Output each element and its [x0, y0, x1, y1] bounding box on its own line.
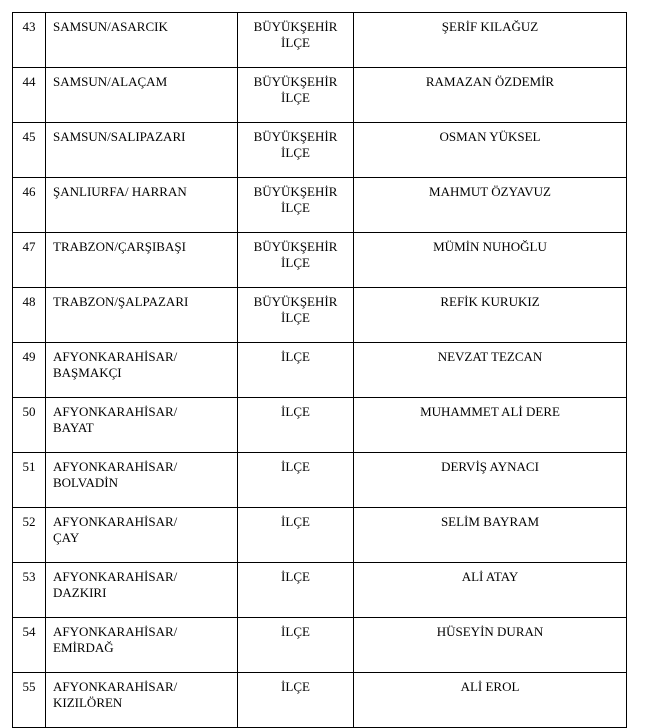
district-cell [46, 453, 238, 508]
municipality-type-text: BÜYÜKŞEHİR [253, 19, 338, 34]
municipality-type-text: BÜYÜKŞEHİR [253, 129, 338, 144]
district-cell [46, 618, 238, 673]
district-text: BOLVADİN [53, 475, 119, 490]
district-cell [46, 178, 238, 233]
table-body [13, 13, 627, 728]
table-row [13, 343, 627, 398]
municipality-type-cell [238, 673, 354, 728]
row-number-cell: 45 [13, 123, 46, 178]
district-cell [46, 68, 238, 123]
municipality-type-text: BÜYÜKŞEHİR [253, 184, 338, 199]
district-text: ŞANLIURFA/ HARRAN [53, 184, 187, 199]
municipality-type-cell [238, 453, 354, 508]
municipality-type-text: İLÇE [281, 145, 310, 160]
municipality-type-text: İLÇE [281, 679, 310, 694]
municipality-type-text: İLÇE [281, 349, 310, 364]
municipality-type-cell [238, 13, 354, 68]
district-text: AFYONKARAHİSAR/ [53, 679, 178, 694]
district-text: AFYONKARAHİSAR/ [53, 624, 178, 639]
table-row [13, 673, 627, 728]
municipality-type-text: BÜYÜKŞEHİR [253, 294, 338, 309]
district-cell [46, 673, 238, 728]
district-text: AFYONKARAHİSAR/ [53, 514, 178, 529]
district-text: AFYONKARAHİSAR/ [53, 569, 178, 584]
district-cell [46, 123, 238, 178]
municipality-type-text: İLÇE [281, 90, 310, 105]
table-row [13, 233, 627, 288]
municipality-type-cell [238, 233, 354, 288]
municipality-type-cell [238, 343, 354, 398]
mayor-name-cell: OSMAN YÜKSEL [354, 123, 627, 178]
mayor-name-cell: ŞERİF KILAĞUZ [354, 13, 627, 68]
row-number-cell: 47 [13, 233, 46, 288]
municipality-type-text: İLÇE [281, 310, 310, 325]
municipality-type-text: İLÇE [281, 200, 310, 215]
row-number-cell: 52 [13, 508, 46, 563]
district-text: SAMSUN/ASARCIK [53, 19, 168, 34]
municipality-type-text: İLÇE [281, 35, 310, 50]
municipality-type-cell [238, 508, 354, 563]
table-row [13, 618, 627, 673]
district-text: SAMSUN/SALIPAZARI [53, 129, 186, 144]
municipality-type-cell [238, 398, 354, 453]
table-row [13, 563, 627, 618]
row-number-cell: 55 [13, 673, 46, 728]
district-text: TRABZON/ŞALPAZARI [53, 294, 189, 309]
mayor-name-cell: MAHMUT ÖZYAVUZ [354, 178, 627, 233]
mayor-name-cell: REFİK KURUKIZ [354, 288, 627, 343]
row-number-cell: 54 [13, 618, 46, 673]
row-number-cell: 49 [13, 343, 46, 398]
district-text: BAYAT [53, 420, 94, 435]
district-text: ÇAY [53, 530, 80, 545]
municipality-type-text: BÜYÜKŞEHİR [253, 239, 338, 254]
row-number-cell: 46 [13, 178, 46, 233]
district-cell [46, 563, 238, 618]
row-number-cell: 44 [13, 68, 46, 123]
district-text: EMİRDAĞ [53, 640, 114, 655]
municipality-type-text: İLÇE [281, 569, 310, 584]
mayor-name-cell: RAMAZAN ÖZDEMİR [354, 68, 627, 123]
table-row [13, 178, 627, 233]
district-text: KIZILÖREN [53, 695, 123, 710]
mayor-name-cell: DERVİŞ AYNACI [354, 453, 627, 508]
district-text: AFYONKARAHİSAR/ [53, 459, 178, 474]
district-text: BAŞMAKÇI [53, 365, 122, 380]
mayor-name-cell: HÜSEYİN DURAN [354, 618, 627, 673]
row-number-cell: 51 [13, 453, 46, 508]
municipality-type-cell [238, 178, 354, 233]
row-number-cell: 50 [13, 398, 46, 453]
table-row [13, 13, 627, 68]
row-number-cell: 53 [13, 563, 46, 618]
mayor-name-cell: ALİ EROL [354, 673, 627, 728]
district-cell [46, 343, 238, 398]
mayor-name-cell: SELİM BAYRAM [354, 508, 627, 563]
municipality-type-cell [238, 618, 354, 673]
row-number-cell: 43 [13, 13, 46, 68]
district-text: SAMSUN/ALAÇAM [53, 74, 168, 89]
municipality-type-text: İLÇE [281, 514, 310, 529]
municipality-type-cell [238, 288, 354, 343]
district-text: DAZKIRI [53, 585, 107, 600]
district-cell [46, 398, 238, 453]
district-cell [46, 288, 238, 343]
district-text: TRABZON/ÇARŞIBAŞI [53, 239, 186, 254]
municipality-type-text: İLÇE [281, 255, 310, 270]
municipality-type-text: İLÇE [281, 459, 310, 474]
table-row [13, 123, 627, 178]
municipality-type-text: BÜYÜKŞEHİR [253, 74, 338, 89]
table-row [13, 68, 627, 123]
table-row [13, 288, 627, 343]
table-row [13, 508, 627, 563]
municipality-type-text: İLÇE [281, 624, 310, 639]
municipality-type-cell [238, 563, 354, 618]
table-row [13, 398, 627, 453]
district-cell [46, 13, 238, 68]
district-cell [46, 508, 238, 563]
mayor-name-cell: NEVZAT TEZCAN [354, 343, 627, 398]
municipality-type-cell [238, 123, 354, 178]
mayor-name-cell: ALİ ATAY [354, 563, 627, 618]
mayors-table [12, 12, 627, 728]
municipality-type-text: İLÇE [281, 404, 310, 419]
district-text: AFYONKARAHİSAR/ [53, 349, 178, 364]
table-row [13, 453, 627, 508]
mayor-name-cell: MÜMİN NUHOĞLU [354, 233, 627, 288]
district-text: AFYONKARAHİSAR/ [53, 404, 178, 419]
mayor-name-cell: MUHAMMET ALİ DERE [354, 398, 627, 453]
district-cell [46, 233, 238, 288]
row-number-cell: 48 [13, 288, 46, 343]
municipality-type-cell [238, 68, 354, 123]
